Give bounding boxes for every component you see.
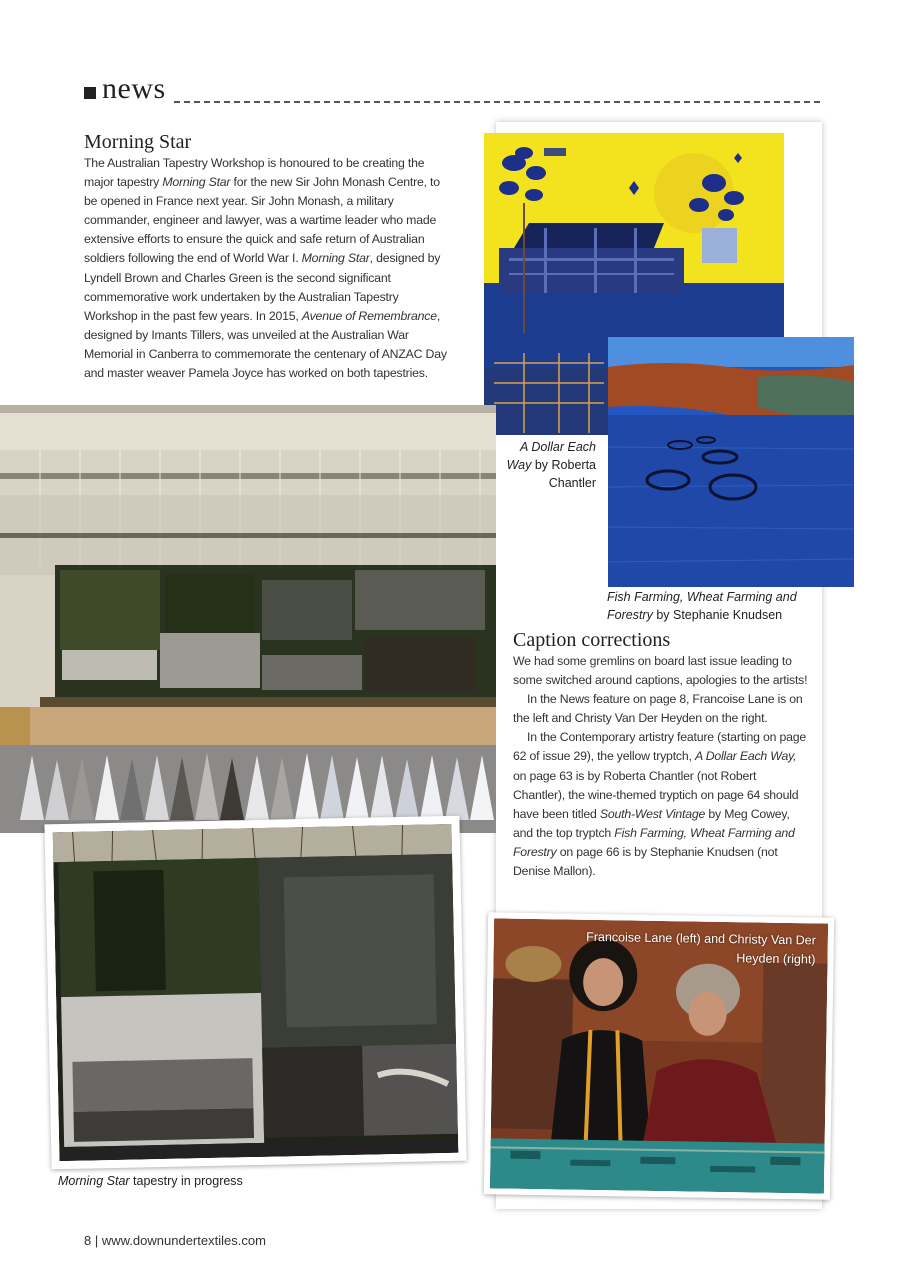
corrections-paragraph-1: We had some gremlins on board last issue leading to some switched around captions, apologies to the artists! <box>513 654 808 688</box>
loom-photo <box>0 405 496 833</box>
page-footer <box>84 1233 266 1248</box>
people-photo <box>490 918 828 1193</box>
tapestry-closeup-frame <box>44 816 466 1170</box>
footer-separator: | <box>94 1233 99 1248</box>
dollar-each-way-caption: A Dollar Each Way by Roberta Chantler <box>506 440 596 490</box>
caption-corrections-title: Caption corrections <box>513 629 671 651</box>
corrections-paragraph-3: In the Contemporary artistry feature (starting on page 62 of issue 29), the yellow tryptch, A Dollar Each Way, on page 63 is by Roberta Chantler (not Robert Chantler), the wine-themed tryptich on page 64 should have been titled South-West Vintage by Meg Cowey, and the top tryptch Fish Farming, Wheat Farming and Forestry on page 66 is by Stephanie Knudsen (not Denise Mallon). <box>513 730 807 879</box>
tapestry-closeup-photo <box>53 824 459 1161</box>
section-heading: news <box>102 72 166 105</box>
site-link[interactable]: www.downundertextiles.com <box>101 1233 266 1248</box>
header-divider <box>174 101 820 103</box>
corrections-paragraph-2: In the News feature on page 8, Francoise Lane is on the left and Christy Van Der Heyden on the right. <box>513 692 803 726</box>
people-photo-frame <box>484 912 834 1199</box>
black-square-icon <box>84 87 96 99</box>
fish-farming-caption: Fish Farming, Wheat Farming and Forestry by Stephanie Knudsen <box>607 590 797 622</box>
fish-farming-image <box>608 337 854 587</box>
people-photo-caption: Francoise Lane (left) and Christy Van Der Heyden (right) <box>586 929 816 967</box>
caption-corrections-body <box>513 652 811 881</box>
page-number: 8 <box>84 1233 92 1248</box>
morning-star-title: Morning Star <box>84 131 192 153</box>
tapestry-caption: Morning Star tapestry in progress <box>58 1174 243 1188</box>
morning-star-body: The Australian Tapestry Workshop is honoured to be creating the major tapestry Morning Star for the new Sir John Monash Centre, to be opened in France next year. Sir John Monash, a military commander, engineer and lawyer, was a wartime leader who made extensive efforts to ensure the quick and safe return of Australian soldiers following the end of World War I. Morning Star, designed by Lyndell Brown and Charles Green is the second significant commemorative work undertaken by the Australian Tapestry Workshop in the past few years. In 2015, Avenue of Remembrance, designed by Imants Tillers, was unveiled at the Australian War Memorial in Canberra to commemorate the centenary of ANZAC Day and master weaver Pamela Joyce has worked on both tapestries. <box>84 156 447 381</box>
